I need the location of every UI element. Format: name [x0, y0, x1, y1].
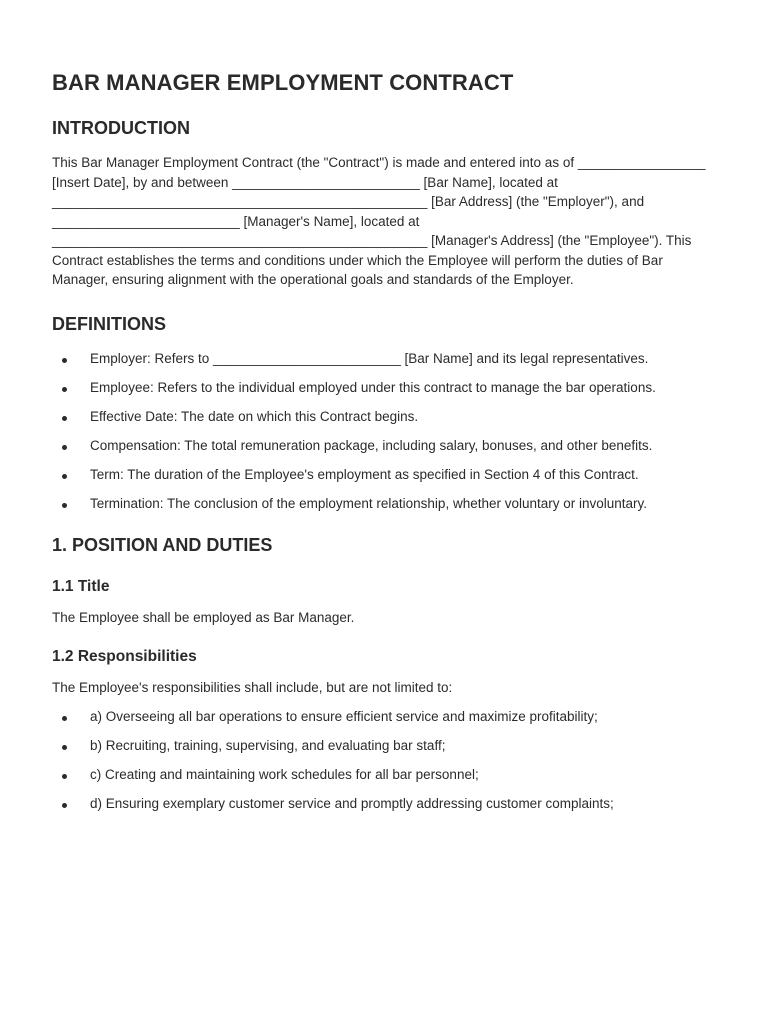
subsection-1-1-heading: 1.1 Title: [52, 578, 110, 595]
definitions-heading: DEFINITIONS: [52, 313, 167, 334]
document-page: [52, 70, 722, 823]
list-item: Employee: Refers to the individual employed under this contract to manage the bar operations.: [52, 378, 722, 398]
list-item: Termination: The conclusion of the employment relationship, whether voluntary or involuntary.: [52, 494, 722, 514]
position-duties-section: [52, 535, 722, 814]
list-item: Term: The duration of the Employee's employment as specified in Section 4 of this Contract.: [52, 465, 722, 485]
responsibilities-intro: The Employee's responsibilities shall include, but are not limited to:: [52, 679, 453, 695]
responsibilities-list: [52, 707, 722, 814]
list-item: Effective Date: The date on which this Contract begins.: [52, 407, 722, 427]
list-item: Compensation: The total remuneration package, including salary, bonuses, and other benefits.: [52, 436, 722, 456]
document-title: BAR MANAGER EMPLOYMENT CONTRACT: [52, 70, 514, 95]
list-item: c) Creating and maintaining work schedules for all bar personnel;: [52, 765, 722, 785]
responsibilities-subsection: [52, 648, 722, 814]
introduction-paragraph: This Bar Manager Employment Contract (the "Contract") is made and entered into as of _________________ [Insert Date], by and between _________________________ [Bar Name], located at __________________________________________________ [Bar Address] (the "Employer"), and _________________________ [Manager's Name], located at __________________________________________________ [Manager's Address] (the "Employee"). This Contract establishes the terms and conditions under which the Employee will perform the duties of Bar Manager, ensuring alignment with the operational goals and standards of the Employer.: [52, 155, 706, 287]
introduction-heading: INTRODUCTION: [52, 118, 190, 138]
title-subsection: [52, 578, 722, 628]
subsection-1-2-heading: 1.2 Responsibilities: [52, 647, 197, 665]
section-1-heading: 1. POSITION AND DUTIES: [52, 535, 273, 555]
list-item: a) Overseeing all bar operations to ensure efficient service and maximize profitability;: [52, 707, 722, 727]
definitions-section: [52, 314, 722, 514]
list-item: d) Ensuring exemplary customer service and promptly addressing customer complaints;: [52, 794, 722, 814]
subsection-1-1-text: The Employee shall be employed as Bar Manager.: [52, 610, 355, 625]
definitions-list: [52, 349, 722, 514]
list-item: b) Recruiting, training, supervising, and evaluating bar staff;: [52, 736, 722, 756]
list-item: Employer: Refers to _________________________ [Bar Name] and its legal representatives.: [52, 349, 722, 369]
introduction-section: [52, 118, 722, 290]
